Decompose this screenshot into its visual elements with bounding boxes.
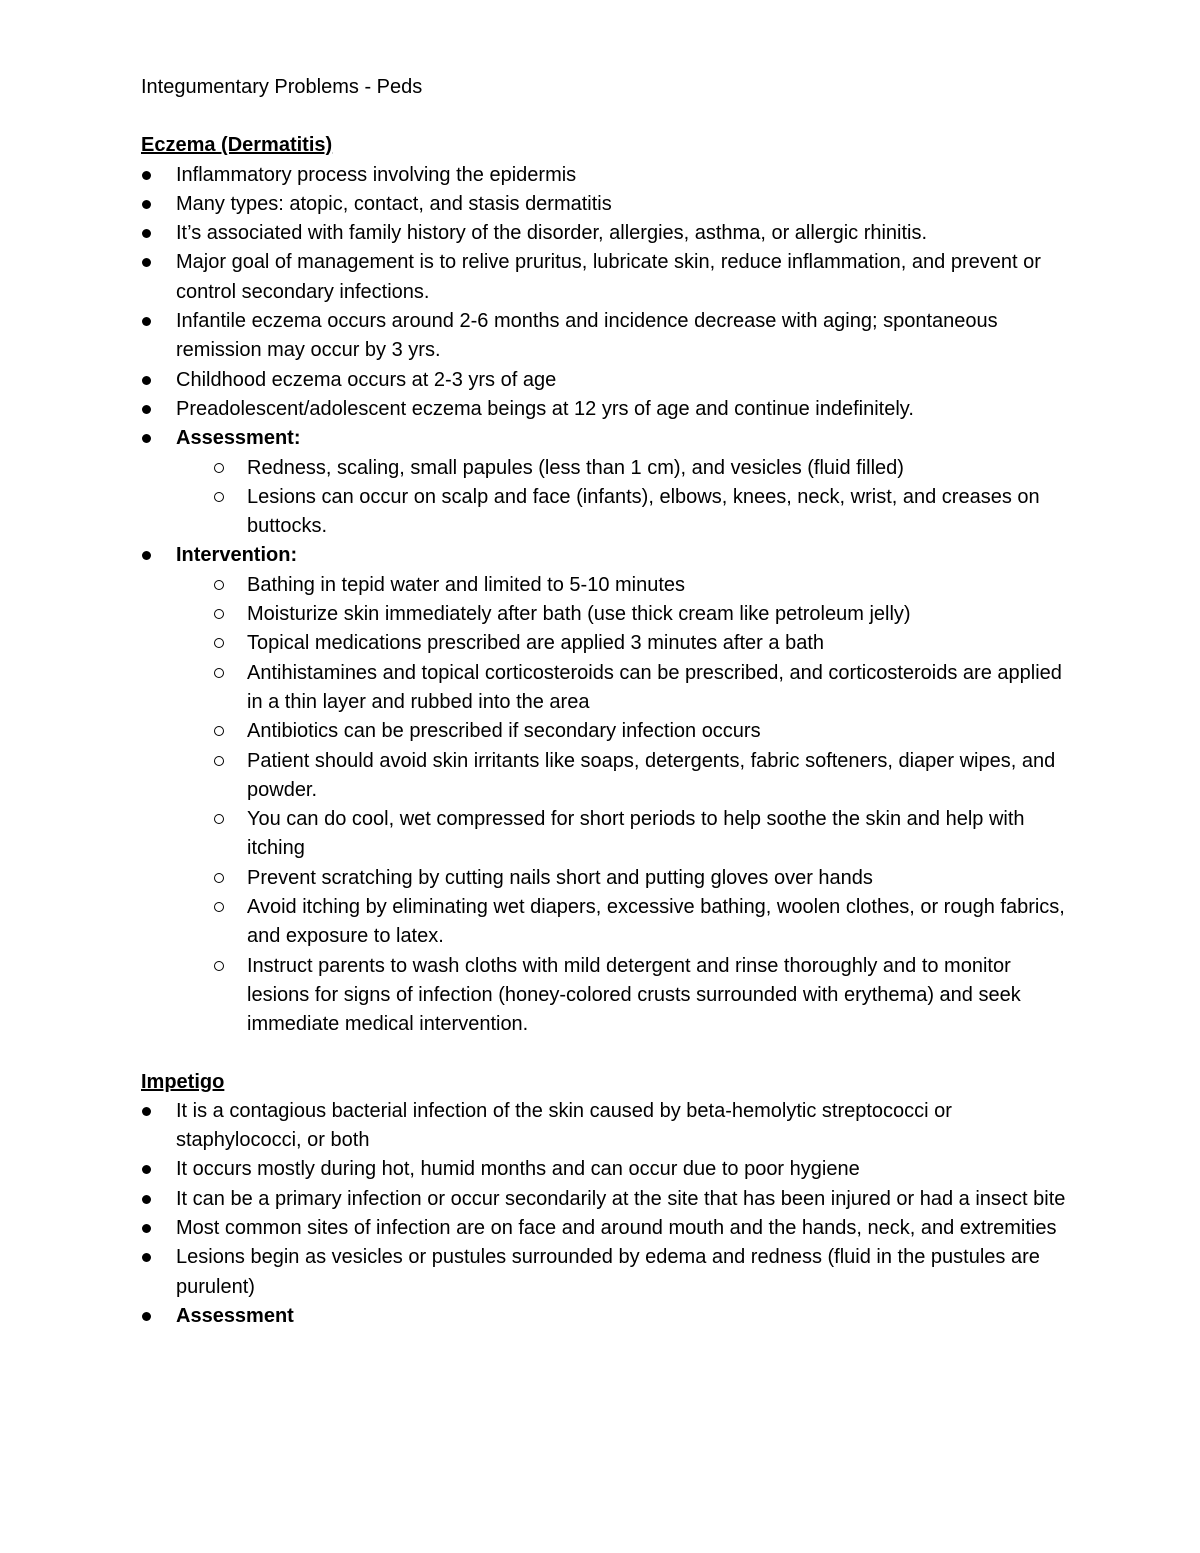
- sub-list-item: You can do cool, wet compressed for short periods to help soothe the skin and help with itching: [176, 805, 1070, 864]
- sub-list-item: Antibiotics can be prescribed if secondary infection occurs: [176, 717, 1070, 746]
- eczema-intervention-item: [141, 541, 1070, 1039]
- list-item: Most common sites of infection are on face and around mouth and the hands, neck, and extremities: [141, 1214, 1070, 1243]
- eczema-heading: Eczema (Dermatitis): [141, 134, 333, 157]
- impetigo-section: [141, 1068, 1070, 1332]
- sub-list-item: Avoid itching by eliminating wet diapers, excessive bathing, woolen clothes, or rough fabrics, and exposure to latex.: [176, 893, 1070, 952]
- eczema-assessment-label: Assessment:: [176, 427, 301, 450]
- document-title: Integumentary Problems - Peds: [141, 76, 423, 98]
- impetigo-list: [141, 1097, 1070, 1331]
- list-item: It is a contagious bacterial infection of the skin caused by beta-hemolytic streptococci or staphylococci, or both: [141, 1097, 1070, 1156]
- list-item: Many types: atopic, contact, and stasis dermatitis: [141, 190, 1070, 219]
- eczema-section: [141, 131, 1070, 1039]
- list-item: Lesions begin as vesicles or pustules surrounded by edema and redness (fluid in the pustules are purulent): [141, 1243, 1070, 1302]
- sub-list-item: Antihistamines and topical corticosteroids can be prescribed, and corticosteroids are applied in a thin layer and rubbed into the area: [176, 659, 1070, 718]
- sub-list-item: Redness, scaling, small papules (less than 1 cm), and vesicles (fluid filled): [176, 454, 1070, 483]
- eczema-assessment-list: [176, 454, 1070, 542]
- eczema-intervention-label: Intervention:: [176, 544, 298, 567]
- list-item: Inflammatory process involving the epidermis: [141, 161, 1070, 190]
- sub-list-item: Topical medications prescribed are applied 3 minutes after a bath: [176, 629, 1070, 658]
- list-item: Childhood eczema occurs at 2-3 yrs of age: [141, 366, 1070, 395]
- sub-list-item: Instruct parents to wash cloths with mild detergent and rinse thoroughly and to monitor lesions for signs of infection (honey-colored crusts surrounded with erythema) and seek immediate medical intervention.: [176, 952, 1070, 1040]
- list-item: It’s associated with family history of the disorder, allergies, asthma, or allergic rhinitis.: [141, 219, 1070, 248]
- sub-list-item: Bathing in tepid water and limited to 5-10 minutes: [176, 571, 1070, 600]
- list-item: It occurs mostly during hot, humid months and can occur due to poor hygiene: [141, 1155, 1070, 1184]
- impetigo-assessment-item: [141, 1302, 1070, 1331]
- eczema-list: [141, 161, 1070, 1040]
- eczema-intervention-list: [176, 571, 1070, 1040]
- impetigo-assessment-label: Assessment: [176, 1304, 294, 1327]
- sub-list-item: Moisturize skin immediately after bath (use thick cream like petroleum jelly): [176, 600, 1070, 629]
- sub-list-item: Patient should avoid skin irritants like soaps, detergents, fabric softeners, diaper wipes, and powder.: [176, 747, 1070, 806]
- list-item: Infantile eczema occurs around 2-6 months and incidence decrease with aging; spontaneous remission may occur by 3 yrs.: [141, 307, 1070, 366]
- list-item: It can be a primary infection or occur secondarily at the site that has been injured or had a insect bite: [141, 1185, 1070, 1214]
- impetigo-heading: Impetigo: [141, 1070, 225, 1093]
- sub-list-item: Prevent scratching by cutting nails short and putting gloves over hands: [176, 864, 1070, 893]
- list-item: Major goal of management is to relive pruritus, lubricate skin, reduce inflammation, and prevent or control secondary infections.: [141, 248, 1070, 307]
- sub-list-item: Lesions can occur on scalp and face (infants), elbows, knees, neck, wrist, and creases on buttocks.: [176, 483, 1070, 542]
- eczema-assessment-item: [141, 424, 1070, 541]
- list-item: Preadolescent/adolescent eczema beings at 12 yrs of age and continue indefinitely.: [141, 395, 1070, 424]
